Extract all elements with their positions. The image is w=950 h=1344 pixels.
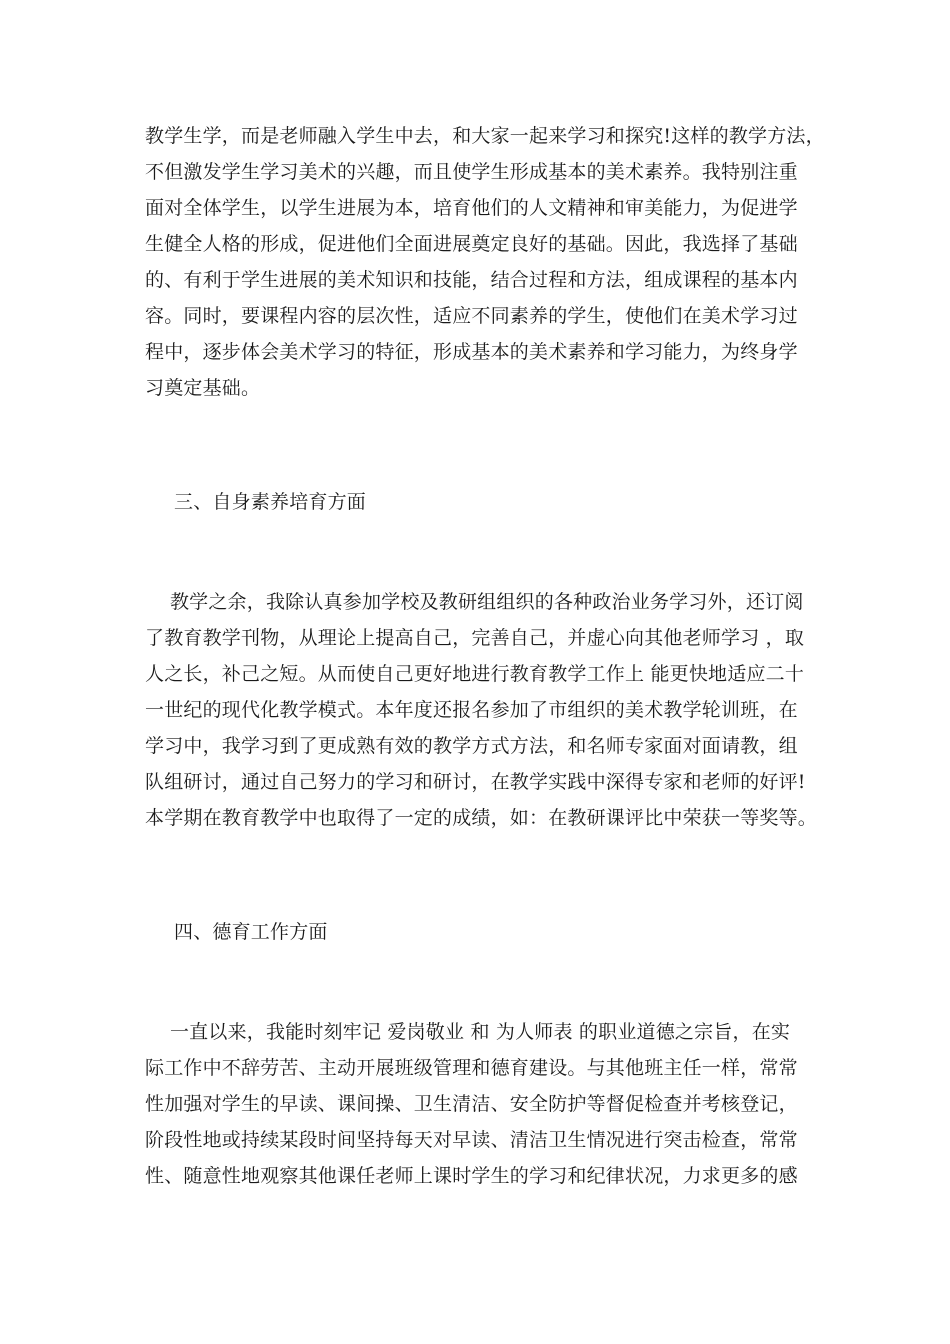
paragraph-3-line: 性、随意性地观察其他课任老师上课时学生的学习和纪律状况，力求更多的感: [145, 1165, 798, 1187]
paragraph-2-line: 教学之余，我除认真参加学校及教研组组织的各种政治业务学习外，还订阅: [145, 591, 804, 613]
paragraph-1-line: 面对全体学生，以学生进展为本，培育他们的人文精神和审美能力，为促进学: [145, 197, 798, 219]
paragraph-1-line: 习奠定基础。: [145, 377, 261, 399]
paragraph-3-line: 际工作中不辞劳苦、主动开展班级管理和德育建设。与其他班主任一样，常常: [145, 1057, 798, 1079]
paragraph-2-line: 人之长，补己之短。从而使自己更好地进行教育教学工作上 能更快地适应二十: [145, 663, 805, 685]
paragraph-1-line: 生健全人格的形成，促进他们全面进展奠定良好的基础。因此，我选择了基础: [145, 233, 798, 255]
paragraph-1-line: 程中，逐步体会美术学习的特征，形成基本的美术素养和学习能力，为终身学: [145, 341, 798, 363]
paragraph-1-line: 的、有利于学生进展的美术知识和技能，结合过程和方法，组成课程的基本内: [145, 269, 798, 291]
paragraph-3-line: 阶段性地或持续某段时间坚持每天对早读、清洁卫生情况进行突击检查，常常: [145, 1129, 798, 1151]
section-heading-4: 四、德育工作方面: [174, 921, 328, 943]
paragraph-1-line: 不但激发学生学习美术的兴趣，而且使学生形成基本的美术素养。我特别注重: [145, 161, 798, 183]
paragraph-3-line: 性加强对学生的早读、课间操、卫生清洁、安全防护等督促检查并考核登记，: [145, 1093, 798, 1115]
paragraph-1-line: 容。同时，要课程内容的层次性，适应不同素养的学生，使他们在美术学习过: [145, 305, 798, 327]
paragraph-2-line: 学习中，我学习到了更成熟有效的教学方式方法，和名师专家面对面请教，组: [145, 735, 798, 757]
paragraph-1-line: 教学生学，而是老师融入学生中去，和大家一起来学习和探究!这样的教学方法，: [145, 125, 825, 147]
paragraph-2-line: 一世纪的现代化教学模式。本年度还报名参加了市组织的美术教学轮训班，在: [145, 699, 798, 721]
paragraph-2-line: 队组研讨，通过自己努力的学习和研讨，在教学实践中深得专家和老师的好评!: [145, 771, 806, 793]
paragraph-2-line: 本学期在教育教学中也取得了一定的成绩，如：在教研课评比中荣获一等奖等。: [145, 807, 818, 829]
section-heading-3: 三、自身素养培育方面: [174, 491, 367, 513]
paragraph-2-line: 了教育教学刊物，从理论上提高自己，完善自己，并虚心向其他老师学习 ，取: [145, 627, 805, 649]
paragraph-3-line: 一直以来，我能时刻牢记 爱岗敬业 和 为人师表 的职业道德之宗旨，在实: [145, 1021, 791, 1043]
